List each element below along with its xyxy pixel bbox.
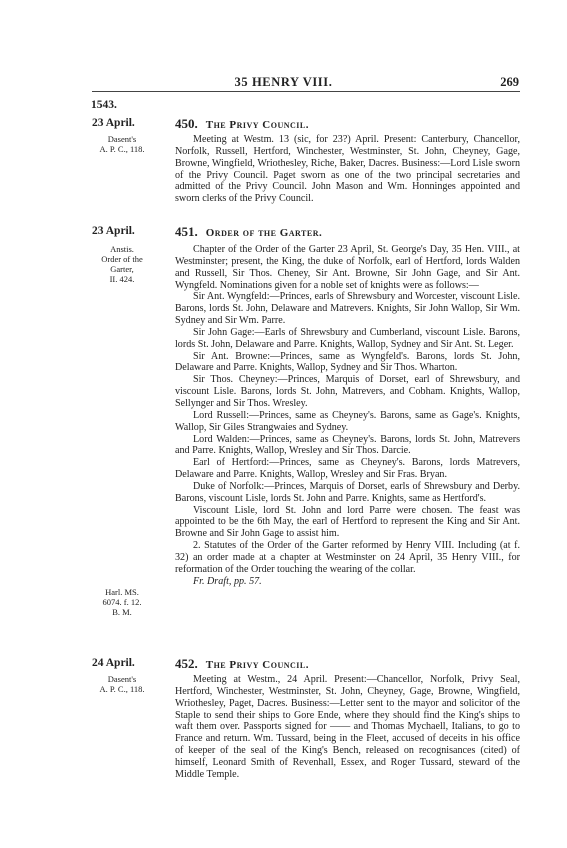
paragraph: Sir Thos. Cheyney:—Princes, Marquis of Dorset, earl of Shrewsbury, and viscount Lisle. Barons, lords St. John, Matrevers, and Cobham. Knights, Wallop, Sellynger and Sir Thos. Wresley. <box>175 374 520 409</box>
page-number: 269 <box>500 75 519 89</box>
entry-body <box>175 134 520 205</box>
side-ref-line: B. M. <box>112 607 132 617</box>
paragraph: Viscount Lisle, lord St. John and lord Parre were chosen. The feast was appointed to be the 6th May, the earl of Hertford to represent the King and Sir Ant. Browne and Sir John Gage to assist him. <box>175 504 520 540</box>
entry-title: Order of the Garter. <box>205 227 323 239</box>
reference-note: Fr. Draft, pp. 57. <box>193 575 262 587</box>
paragraph: Earl of Hertford:—Princes, same as Cheyney's. Barons, lords Matrevers, Delaware and Parre. Knights, Wallop, Wresley and Sir Fras. Bryan. <box>175 457 520 481</box>
side-reference <box>83 674 161 694</box>
entry-heading <box>175 224 322 240</box>
entry-heading <box>175 116 309 132</box>
year-label: 1543. <box>91 99 117 111</box>
paragraph: Chapter of the Order of the Garter 23 April, St. George's Day, 35 Hen. VIII., at Westminster; present, the King, the duke of Norfolk, earl of Hertford, lords Walden and Russell, Sir Thos. Cheney, Sir Ant. Browne, Sir John Gage, and Sir Ant. Wyngfeld. Nominations given for a noble set of knights were as follows:— <box>175 244 520 291</box>
paragraph: Meeting at Westm., 24 April. Present:—Chancellor, Norfolk, Privy Seal, Hertford, Winchester, Westminster, St. John, Cheyney, Gage, Browne, Wingfield, Wriothesley, Paget, Dacres. Business:—Letter sent to the mayor and solicitor of the Staple to send their ships to Gore Ende, where they should find the King's ships to waft them over. Passports signed for —— and Thomas Mychaell, Italians, to go to France and return. Wm. Tussard, being in the Fleet, accused of deceits in his office of keeper of the seal of the King's Bench, released on recognisances (cited) of himself, Leonard Smith of Revenhall, Essex, and Roger Tussard, steward of the Middle Temple. <box>175 674 520 780</box>
side-reference <box>83 134 161 154</box>
paragraph: Meeting at Westm. 13 (sic, for 23?) April. Present: Canterbury, Chancellor, Norfolk, Russell, Hertford, Winchester, Westminster, St. John, Cheyney, Gage, Browne, Wingfield, Wriothesley, Riche, Baker, Dacres. Business:—Lord Lisle sworn of the Privy Council. Paget sworn as one of the two principal secretaries and admitted of the Privy Council. John Mason and Wm. Honninges appointed and sworn clerks of the Privy Council. <box>175 134 520 205</box>
side-ref-line: Dasent's <box>107 134 137 144</box>
side-ref-line: Garter, <box>110 264 134 274</box>
entry-number: 450. <box>175 116 198 131</box>
side-reference <box>83 244 161 284</box>
paragraph: Sir John Gage:—Earls of Shrewsbury and Cumberland, viscount Lisle. Barons, lords St. John, Delaware and Parre. Knights, Wallop, Sydney and Sir Ant. St. Leger. <box>175 326 520 350</box>
entry-number: 451. <box>175 224 198 239</box>
paragraph: 2. Statutes of the Order of the Garter reformed by Henry VIII. Including (at f. 32) an order made at a chapter at Westminster on 24 April, 35 Henry VIII., for reformation of the Order touching the wearing of the collar. <box>175 540 520 575</box>
side-ref-line: Order of the <box>101 254 143 264</box>
header-rule <box>92 91 520 92</box>
running-title: 35 HENRY VIII. <box>234 75 333 89</box>
entry-body <box>175 674 520 781</box>
side-ref-line: II. 424. <box>109 274 135 284</box>
side-ref-line: Dasent's <box>107 674 137 684</box>
entry-title: The Privy Council. <box>205 659 310 671</box>
side-ref-line: A. P. C., 118. <box>99 684 145 694</box>
side-ref-line: A. P. C., 118. <box>99 144 145 154</box>
side-reference-2 <box>83 587 161 617</box>
paragraph: Sir Ant. Browne:—Princes, same as Wyngfeld's. Barons, lords St. John, Delaware and Parre. Knights, Wallop, Sydney and Sir Thos. Wharton. <box>175 350 520 374</box>
side-ref-line: Harl. MS. <box>105 587 139 597</box>
entry-date: 23 April. <box>92 225 135 237</box>
paragraph: Lord Russell:—Princes, same as Cheyney's. Barons, same as Gage's. Knights, Wallop, Sir Giles Strangwaies and Sydney. <box>175 409 520 433</box>
entry-date: 24 April. <box>92 657 135 669</box>
entry-body <box>175 244 520 587</box>
entry-heading <box>175 656 309 672</box>
entry-number: 452. <box>175 656 198 671</box>
paragraph: Duke of Norfolk:—Princes, Marquis of Dorset, earls of Shrewsbury and Derby. Barons, viscount Lisle, lords St. John and Parre. Knights, same as Hertford's. <box>175 480 520 504</box>
side-ref-line: Anstis. <box>110 244 134 254</box>
entry-date: 23 April. <box>92 117 135 129</box>
paragraph: Lord Walden:—Princes, same as Cheyney's. Barons, lords St. John, Matrevers and Parre. Knights, Wallop, Wresley and Sir Thos. Darcie. <box>175 433 520 457</box>
running-head <box>0 75 567 91</box>
entry-title: The Privy Council. <box>205 119 310 131</box>
paragraph: Sir Ant. Wyngfeld:—Princes, earls of Shrewsbury and Worcester, viscount Lisle. Barons, lords St. John, Delaware and Matrevers. Knights, Sir John Wallop, Sir Wm. Sydney and Sir Wm. Parre. <box>175 291 520 327</box>
side-ref-line: 6074. f. 12. <box>102 597 142 607</box>
